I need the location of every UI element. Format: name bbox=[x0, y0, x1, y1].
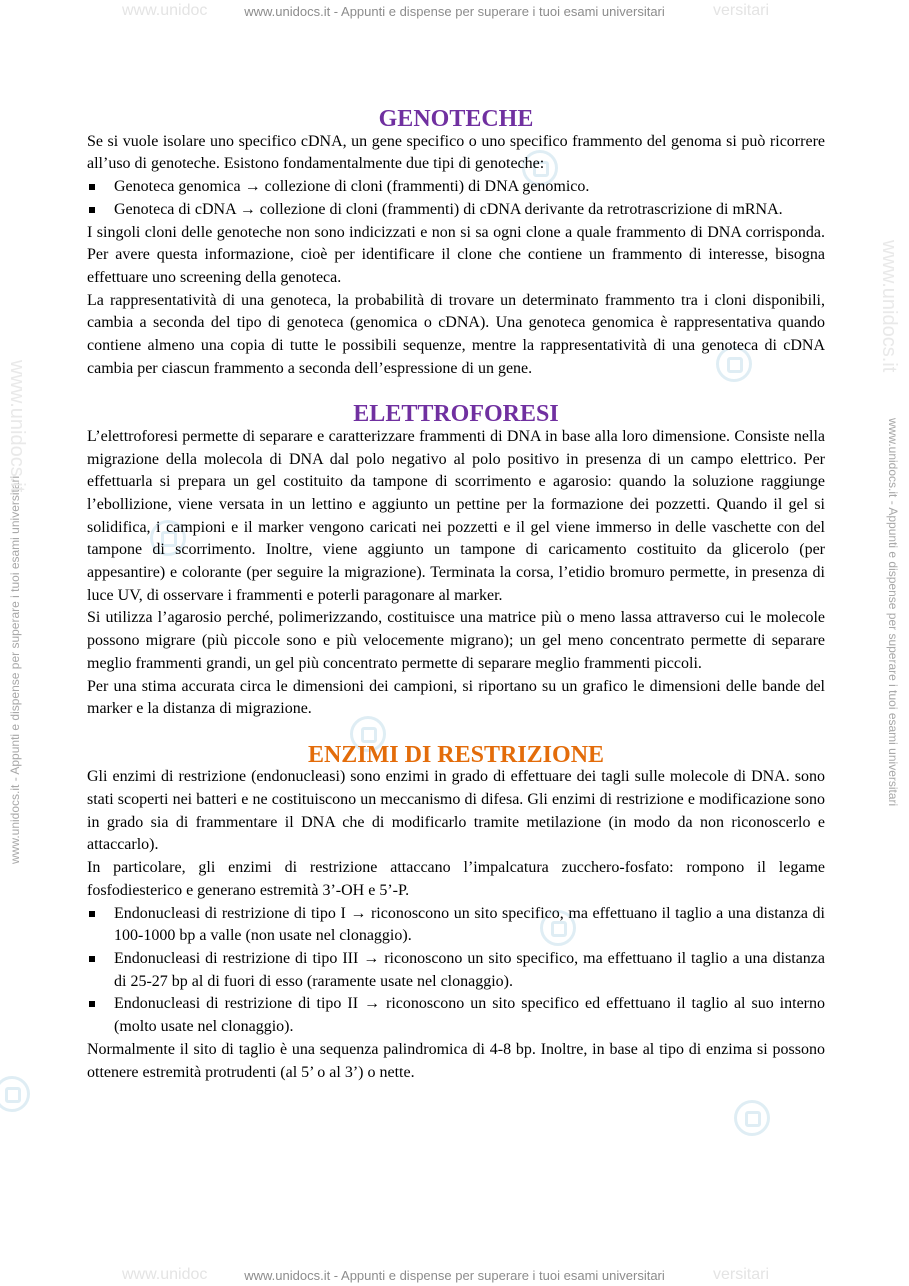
section-title-elettroforesi: ELETTROFORESI bbox=[353, 401, 559, 428]
header-watermark-text: www.unidocs.it - Appunti e dispense per superare i tuoi esami universitari bbox=[244, 4, 665, 19]
header-ghost-right: versitari bbox=[712, 2, 769, 19]
elettroforesi-paragraph-3: Per una stima accurata circa le dimensioni dei campioni, si riportano su un grafico le dimensioni delle bande del marker e la distanza di migrazione. bbox=[87, 677, 825, 718]
section-spacer bbox=[87, 721, 825, 744]
elettroforesi-paragraph-1: L’elettroforesi permette di separare e caratterizzare frammenti di DNA in base alla loro dimensione. Consiste nella migrazione della molecola di DNA dal polo negativo al polo positivo in presenza di un campo elettrico. Per effettuarla si prepara un gel costituito da tampone di scorrimento e agarosio: quando la soluzione raggiunge l’ebollizione, viene versata in un lettino e aggiunto un pettine per la formazione dei pozzetti. Quando il gel si solidifica, i campioni e il marker vengono caricati nei pozzetti e il gel viene immerso in delle vaschette con del tampone di scorrimento. Inoltre, viene aggiunto un tampone di caricamento costituito da glicerolo (per appesantire) e colorante (per seguire la migrazione). Terminata la corsa, l’etidio bromuro permette, in presenza di luce UV, di osservare i frammenti e poterli paragonare al marker. bbox=[87, 427, 825, 604]
left-side-watermark: www.unidocs.it - Appunti e dispense per superare i tuoi esami universitari bbox=[8, 475, 22, 864]
enzimi-paragraph-1: Gli enzimi di restrizione (endonucleasi) sono enzimi in grado di effettuare dei tagli sulle molecole di DNA. sono stati scoperti nei batteri e ne costituiscono un meccanismo di difesa. Gli enzimi di restrizione e modificazione sono in grado sia di frammentare il DNA che di modificarlo tramite metilazione (in modo da non riconoscerlo e attaccarlo). bbox=[87, 768, 825, 854]
list-item: Endonucleasi di restrizione di tipo II → riconoscono un sito specifico ed effettuano il taglio al suo interno (molto usate nel clonaggio). bbox=[87, 993, 825, 1038]
list-item: Endonucleasi di restrizione di tipo III → riconoscono un sito specifico, ma effettuano il taglio a una distanza di 25-27 bp al di fuori di esso (raramente usate nel clonaggio). bbox=[87, 948, 825, 993]
genoteche-paragraph-1: I singoli cloni delle genoteche non sono indicizzati e non si sa ogni clone a quale frammento di DNA corrisponda. Per avere questa informazione, cioè per identificare il clone che contiene un frammento di interesse, bisogna effettuare uno screening della genoteca. bbox=[87, 223, 825, 286]
list-item: Endonucleasi di restrizione di tipo I → riconoscono un sito specifico, ma effettuano il taglio a una distanza di 100-1000 bp a valle (non usate nel clonaggio). bbox=[87, 903, 825, 948]
left-ghost-watermark: www.unidocs.it bbox=[6, 360, 28, 493]
elettroforesi-paragraph-2: Si utilizza l’agarosio perché, polimerizzando, costituisce una matrice più o meno lassa attraverso cui le molecole possono migrare (più piccole sono e più velocemente migrano); un gel meno concentrato permette di separare meglio frammenti grandi, un gel più concentrato permette di separare meglio frammenti piccoli. bbox=[87, 609, 825, 672]
right-ghost-watermark: www.unidocs.it bbox=[878, 240, 900, 373]
list-item: Genoteca genomica → collezione di cloni (frammenti) di DNA genomico. bbox=[87, 176, 825, 199]
footer-watermark bbox=[0, 1268, 909, 1283]
header-ghost-left: www.unidoc bbox=[122, 2, 208, 19]
header-watermark bbox=[0, 4, 909, 19]
genoteche-bullet-list bbox=[87, 176, 825, 221]
logo-watermark-icon bbox=[734, 1100, 770, 1136]
logo-watermark-icon bbox=[0, 1076, 30, 1112]
genoteche-intro: Se si vuole isolare uno specifico cDNA, un gene specifico o uno specifico frammento del genoma si può ricorrere all’uso di genoteche. Esistono fondamentalmente due tipi di genoteche: bbox=[87, 132, 825, 173]
section-title-enzimi: ENZIMI DI RESTRIZIONE bbox=[307, 741, 605, 768]
list-item: Genoteca di cDNA → collezione di cloni (frammenti) di cDNA derivante da retrotrascrizione di mRNA. bbox=[87, 199, 825, 222]
document-body bbox=[87, 108, 825, 1084]
enzimi-paragraph-2: In particolare, gli enzimi di restrizione attaccano l’impalcatura zucchero-fosfato: rompono il legame fosfodiesterico e generano estremità 3’-OH e 5’-P. bbox=[87, 859, 825, 899]
right-side-watermark: www.unidocs.it - Appunti e dispense per superare i tuoi esami universitari bbox=[886, 418, 900, 807]
footer-ghost-left: www.unidoc bbox=[122, 1266, 208, 1283]
enzimi-bullet-list bbox=[87, 903, 825, 1039]
enzimi-paragraph-3: Normalmente il sito di taglio è una sequenza palindromica di 4-8 bp. Inoltre, in base al tipo di enzima si possono ottenere estremità protrudenti (al 5’ o al 3’) o nette. bbox=[87, 1040, 825, 1081]
footer-watermark-text: www.unidocs.it - Appunti e dispense per superare i tuoi esami universitari bbox=[244, 1268, 665, 1283]
genoteche-paragraph-2: La rappresentatività di una genoteca, la probabilità di trovare un determinato frammento tra i cloni disponibili, cambia a seconda del tipo di genoteca (genomica o cDNA). Una genoteca genomica è rappresentativa quando contiene almeno una copia di tutte le possibili sequenze, mentre la rappresentatività di una genoteca di cDNA cambia per ciascun frammento a seconda dell’espressione di un gene. bbox=[87, 291, 825, 377]
footer-ghost-right: versitari bbox=[712, 1266, 769, 1283]
section-title-genoteche: GENOTECHE bbox=[378, 106, 534, 132]
section-spacer bbox=[87, 380, 825, 403]
